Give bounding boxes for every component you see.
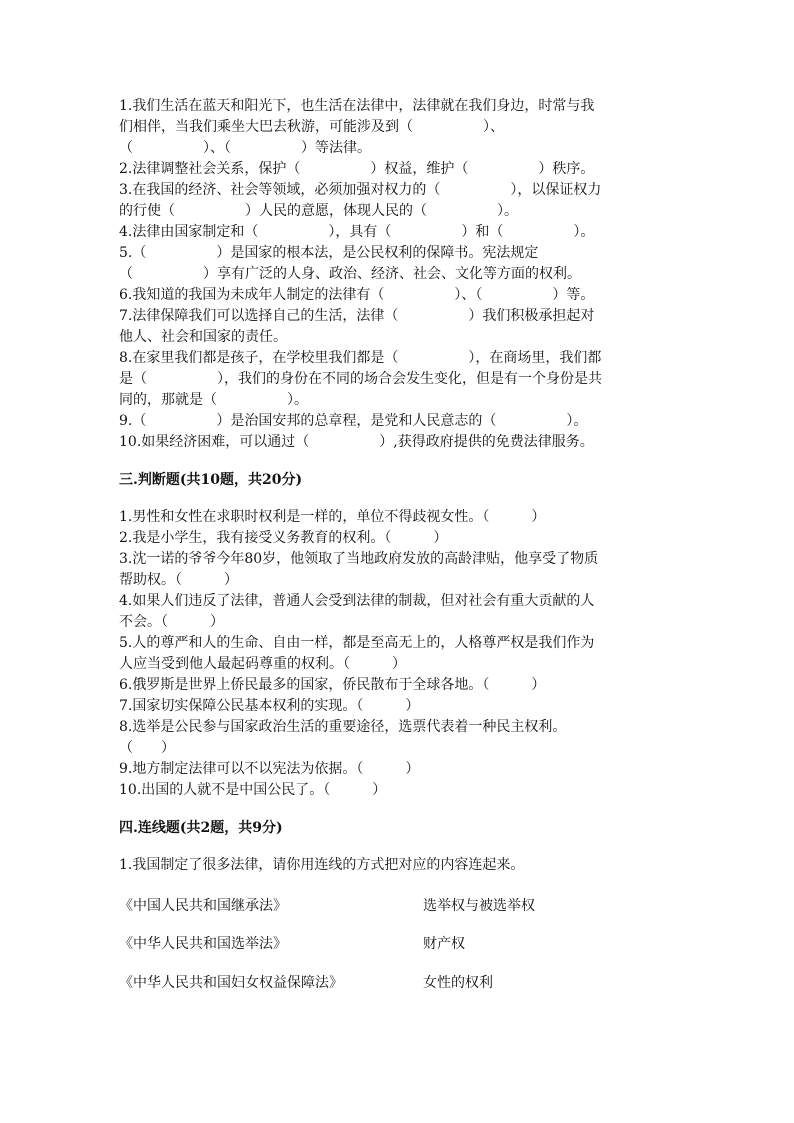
judge-line: 7.国家切实保障公民基本权利的实现。（ ） xyxy=(119,698,420,714)
fill-line: （ ）、（ ）等法律。 xyxy=(119,140,371,156)
fill-line: 1.我们生活在蓝天和阳光下，也生活在法律中，法律就在我们身边，时常与我 xyxy=(119,98,595,114)
judge-line: 人应当受到他人最起码尊重的权利。（ ） xyxy=(119,656,406,672)
section-heading: 四.连线题(共2题，共9分) xyxy=(119,820,283,836)
judge-line: 10.出国的人就不是中国公民了。（ ） xyxy=(119,782,387,798)
judge-line: 2.我是小学生，我有接受义务教育的权利。（ ） xyxy=(119,530,448,546)
match-left-item: 《中华人民共和国选举法》 xyxy=(119,936,287,952)
fill-line: 6.我知道的我国为未成年人制定的法律有（ ）、（ ）等。 xyxy=(119,287,595,303)
judge-line: 1.男性和女性在求职时权利是一样的，单位不得歧视女性。（ ） xyxy=(119,509,546,525)
judge-line: 6.俄罗斯是世界上侨民最多的国家，侨民散布于全球各地。（ ） xyxy=(119,677,546,693)
judge-line: 5.人的尊严和人的生命、自由一样，都是至高无上的，人格尊严权是我们作为 xyxy=(119,635,595,651)
judge-line: 8.选举是公民参与国家政治生活的重要途径，选票代表着一种民主权利。 xyxy=(119,719,567,735)
fill-line: 同的，那就是（ ）。 xyxy=(119,392,308,408)
match-right-item: 财产权 xyxy=(423,936,465,952)
judge-line: 帮助权。（ ） xyxy=(119,572,238,588)
fill-line: 10.如果经济困难，可以通过（ ）,获得政府提供的免费法律服务。 xyxy=(119,434,594,450)
fill-line: 3.在我国的经济、社会等领域，必须加强对权力的（ ），以保证权力 xyxy=(119,182,602,198)
match-right-item: 女性的权利 xyxy=(423,975,493,991)
fill-line: 8.在家里我们都是孩子，在学校里我们都是（ ），在商场里，我们都 xyxy=(119,350,602,366)
fill-line: 9.（ ）是治国安邦的总章程，是党和人民意志的（ ）。 xyxy=(119,413,588,429)
judge-line: （ ） xyxy=(119,740,175,756)
match-left-item: 《中国人民共和国继承法》 xyxy=(119,898,287,914)
fill-line: 2.法律调整社会关系，保护（ ）权益，维护（ ）秩序。 xyxy=(119,161,595,177)
fill-line: （ ）享有广泛的人身、政治、经济、社会、文化等方面的权利。 xyxy=(119,266,581,282)
match-right-item: 选举权与被选举权 xyxy=(423,898,535,914)
match-intro: 1.我国制定了很多法律，请你用连线的方式把对应的内容连起来。 xyxy=(119,857,525,873)
fill-line: 4.法律由国家制定和（ ），具有（ ）和（ ）。 xyxy=(119,224,595,240)
fill-line: 7.法律保障我们可以选择自己的生活，法律（ ）我们积极承担起对 xyxy=(119,308,595,324)
section-heading: 三.判断题(共10题，共20分) xyxy=(119,472,303,488)
fill-line: 们相伴，当我们乘坐大巴去秋游，可能涉及到（ ）、 xyxy=(119,119,504,135)
judge-line: 3.沈一诺的爷爷今年80岁，他领取了当地政府发放的高龄津贴，他享受了物质 xyxy=(119,551,599,567)
match-left-item: 《中华人民共和国妇女权益保障法》 xyxy=(119,975,343,991)
judge-line: 9.地方制定法律可以不以宪法为依据。（ ） xyxy=(119,761,420,777)
judge-line: 4.如果人们违反了法律，普通人会受到法律的制裁，但对社会有重大贡献的人 xyxy=(119,593,595,609)
fill-line: 的行使（ ）人民的意愿，体现人民的（ ）。 xyxy=(119,203,518,219)
fill-line: 5.（ ）是国家的根本法，是公民权利的保障书。宪法规定 xyxy=(119,245,539,261)
judge-line: 不会。（ ） xyxy=(119,614,224,630)
fill-line: 是（ ），我们的身份在不同的场合会发生变化，但是有一个身份是共 xyxy=(119,371,602,387)
fill-line: 他人、社会和国家的责任。 xyxy=(119,329,287,345)
